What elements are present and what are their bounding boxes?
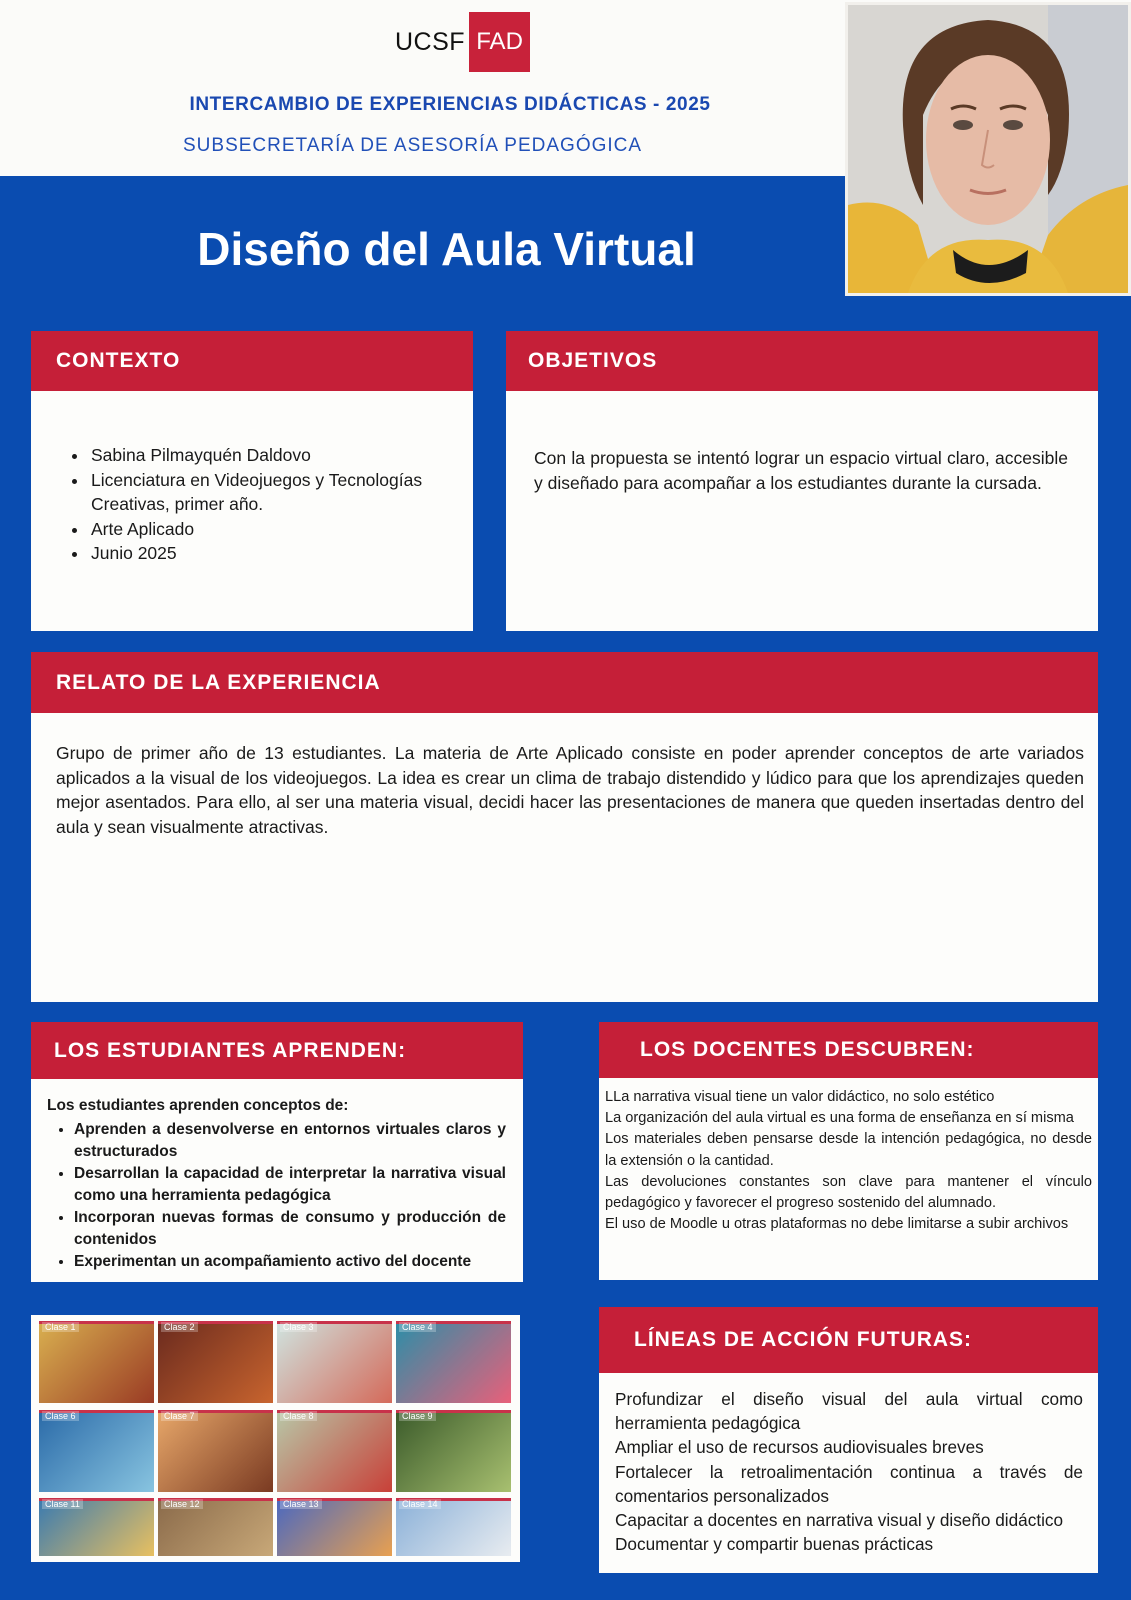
subsecretaria-title: SUBSECRETARÍA DE ASESORÍA PEDAGÓGICA [183, 135, 643, 156]
class-thumbnail [158, 1498, 273, 1556]
list-item: LLa narrativa visual tiene un valor didáctico, no solo estético [605, 1089, 995, 1105]
docentes-heading: LOS DOCENTES DESCUBREN: [599, 1022, 1098, 1078]
thumbnail-label: Clase 4 [399, 1322, 436, 1332]
objetivos-panel [506, 331, 1098, 631]
thumbnail-label: Clase 12 [161, 1499, 203, 1509]
thumbnail-label: Clase 13 [280, 1499, 322, 1509]
logo-fad-box: FAD [469, 12, 530, 72]
estudiantes-heading: LOS ESTUDIANTES APRENDEN: [31, 1022, 523, 1079]
ucsf-fad-logo [395, 12, 530, 72]
class-thumbnail [277, 1498, 392, 1556]
thumbnail-label: Clase 6 [42, 1411, 79, 1421]
class-thumbnail [39, 1498, 154, 1556]
relato-panel [31, 652, 1098, 1002]
objetivos-heading: OBJETIVOS [506, 331, 1098, 391]
list-item: • Arte Aplicado [89, 517, 459, 542]
class-thumbnail [277, 1410, 392, 1492]
contexto-heading: CONTEXTO [31, 331, 473, 391]
list-item: • Aprenden a desenvolverse en entornos virtuales claros y estructurados [74, 1119, 506, 1163]
class-thumbnail [39, 1410, 154, 1492]
class-thumbnail [158, 1321, 273, 1403]
list-item: • Experimentan un acompañamiento activo del docente [74, 1251, 506, 1273]
event-title: INTERCAMBIO DE EXPERIENCIAS DIDÁCTICAS - 2025 [189, 94, 711, 115]
class-thumbnail [396, 1410, 511, 1492]
class-thumbnail [396, 1321, 511, 1403]
estudiantes-lead: Los estudiantes aprenden conceptos de: [47, 1097, 349, 1114]
relato-heading: RELATO DE LA EXPERIENCIA [31, 652, 1098, 713]
list-item: Fortalecer la retroalimentación continua a través de comentarios personalizados [615, 1461, 1083, 1506]
lineas-heading: LÍNEAS DE ACCIÓN FUTURAS: [599, 1307, 1098, 1373]
class-thumbnails-gallery [31, 1315, 520, 1562]
list-item: • Desarrollan la capacidad de interpretar la narrativa visual como una herramienta pedagógica [74, 1163, 506, 1207]
thumbnail-label: Clase 1 [42, 1322, 79, 1332]
estudiantes-list [74, 1119, 506, 1273]
list-item: • Junio 2025 [89, 541, 459, 566]
poster-title: Diseño del Aula Virtual [197, 223, 696, 275]
docentes-lines [605, 1087, 1092, 1235]
thumbnail-label: Clase 3 [280, 1322, 317, 1332]
docentes-panel [599, 1022, 1098, 1280]
relato-text: Grupo de primer año de 13 estudiantes. La materia de Arte Aplicado consiste en poder aprender conceptos de arte variados aplicados a la visual de los videojuegos. La idea es crear un clima de trabajo distendido y lúdico para que los aprendizajes queden mejor asentados. Para ello, al ser una materia visual, decidi hacer las presentaciones de manera que queden insertadas dentro del aula y sean visualmente atractivas. [56, 743, 1084, 837]
list-item: • Sabina Pilmayquén Daldovo [89, 443, 459, 468]
list-item: Capacitar a docentes en narrativa visual y diseño didáctico [615, 1510, 1064, 1531]
contexto-list [89, 443, 459, 566]
class-thumbnail [158, 1410, 273, 1492]
author-photo [845, 2, 1131, 296]
list-item: • Licenciatura en Videojuegos y Tecnologías Creativas, primer año. [89, 468, 459, 517]
thumbnail-label: Clase 7 [161, 1411, 198, 1421]
list-item: Profundizar el diseño visual del aula virtual como herramienta pedagógica [615, 1389, 1083, 1434]
lineas-lines [615, 1387, 1083, 1556]
thumbnail-label: Clase 8 [280, 1411, 317, 1421]
logo-ucsf-text: UCSF [395, 27, 466, 56]
class-thumbnail [277, 1321, 392, 1403]
portrait-image [848, 5, 1128, 293]
contexto-panel [31, 331, 473, 631]
class-thumbnail [396, 1498, 511, 1556]
list-item: Ampliar el uso de recursos audiovisuales breves [615, 1437, 984, 1458]
thumbnail-label: Clase 14 [399, 1499, 441, 1509]
list-item: El uso de Moodle u otras plataformas no debe limitarse a subir archivos [605, 1216, 1069, 1233]
list-item: La organización del aula virtual es una forma de enseñanza en sí misma [605, 1110, 1074, 1127]
list-item: Las devoluciones constantes son clave para mantener el vínculo pedagógico y favorecer el progreso sostenido del alumnado. [605, 1173, 1092, 1212]
thumbnail-label: Clase 9 [399, 1411, 436, 1421]
thumbnail-label: Clase 2 [161, 1322, 198, 1332]
objetivos-text: Con la propuesta se intentó lograr un espacio virtual claro, accesible y diseñado para acompañar a los estudiantes durante la cursada. [534, 448, 1068, 493]
list-item: • Incorporan nuevas formas de consumo y producción de contenidos [74, 1207, 506, 1251]
class-thumbnail [39, 1321, 154, 1403]
thumbnail-label: Clase 11 [42, 1499, 83, 1509]
lineas-panel [599, 1307, 1098, 1573]
estudiantes-panel [31, 1022, 523, 1282]
list-item: Documentar y compartir buenas prácticas [615, 1534, 934, 1555]
list-item: Los materiales deben pensarse desde la intención pedagógica, no desde la extensión o la cantidad. [605, 1131, 1092, 1169]
